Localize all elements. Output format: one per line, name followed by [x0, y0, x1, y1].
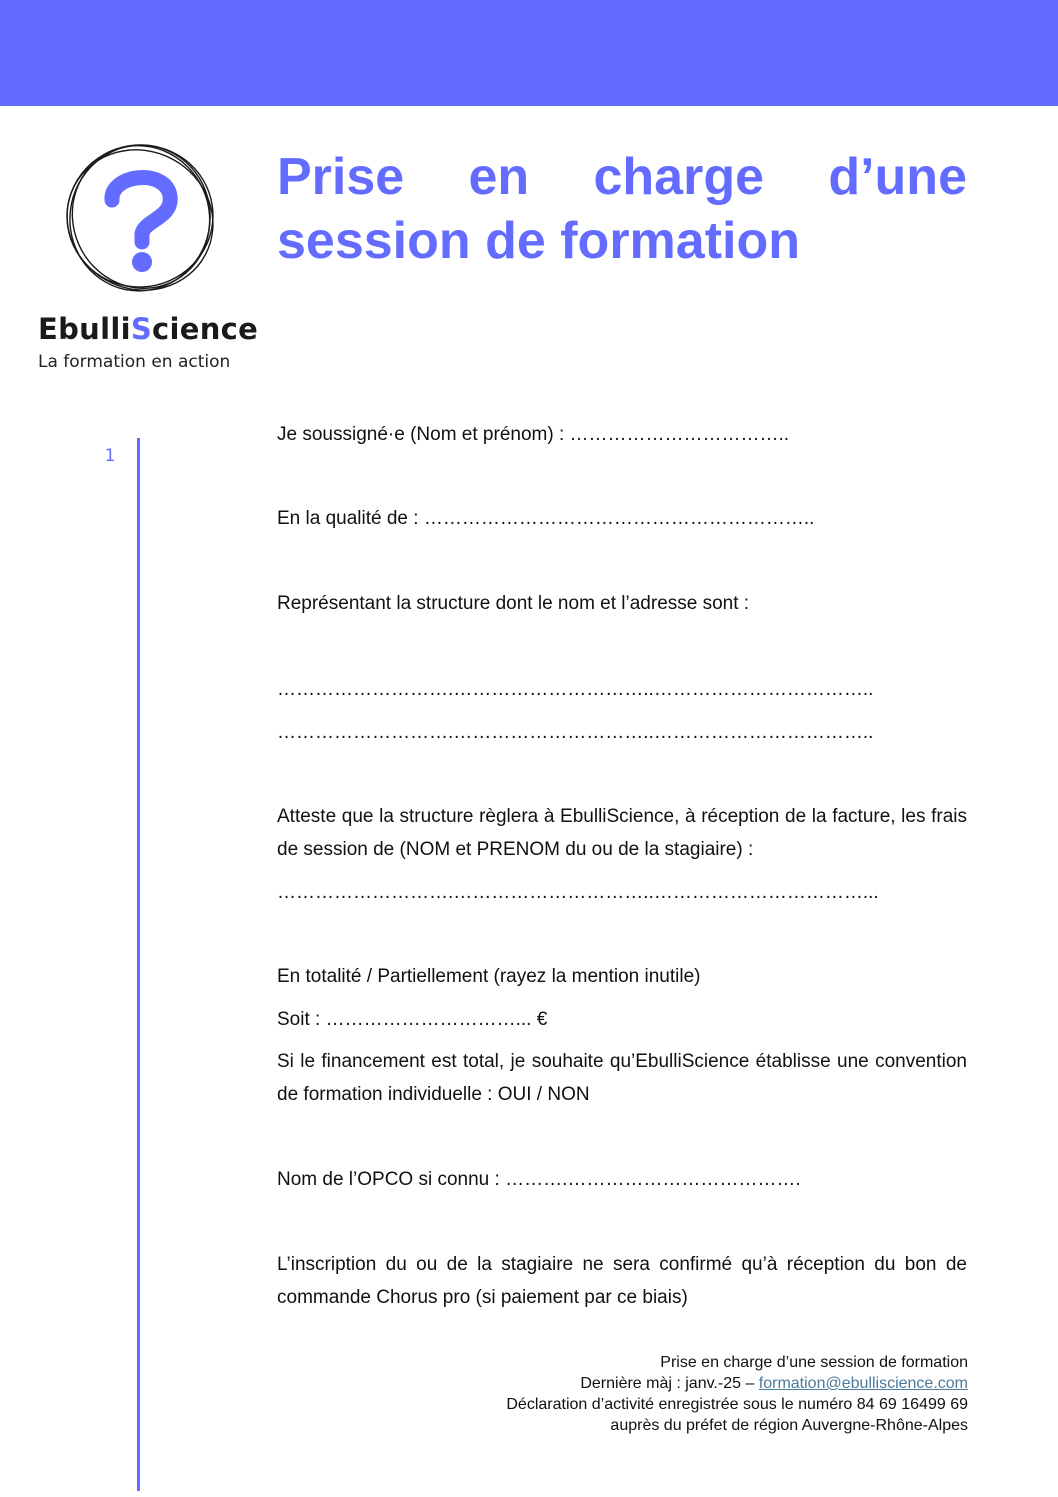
brand-name: EbulliScience: [38, 312, 259, 346]
footer-prefecture: auprès du préfet de région Auvergne-Rhône-Alpes: [610, 1417, 968, 1434]
quality-field-line[interactable]: En la qualité de : ……………………………………………………..: [277, 508, 815, 529]
title-line-2: session de formation: [277, 212, 800, 270]
footer-declaration: Déclaration d’activité enregistrée sous le numéro 84 69 16499 69: [506, 1396, 968, 1413]
opco-field-line[interactable]: Nom de l’OPCO si connu : ……….……………………………….: [277, 1169, 801, 1190]
structure-dots-line-2[interactable]: ……………………….…………………………..……………………………..: [277, 722, 874, 743]
title-line-1: Prise en charge d’une: [277, 148, 967, 206]
name-field-line[interactable]: Je soussigné·e (Nom et prénom) : ……………………………..: [277, 424, 790, 445]
convention-paragraph: Si le financement est total, je souhaite qu’EbulliScience établisse une convention de formation individuelle : OUI / NON: [277, 1051, 967, 1105]
footer-doc-title: Prise en charge d’une session de formation: [660, 1354, 968, 1371]
page-title: [277, 145, 967, 273]
footer-email-link[interactable]: formation@ebulliscience.com: [758, 1375, 968, 1392]
attestation-paragraph: Atteste que la structure règlera à EbulliScience, à réception de la facture, les frais de session de (NOM et PRENOM du ou de la stagiaire) :: [277, 806, 967, 860]
totality-choice: En totalité / Partiellement (rayez la mention inutile): [277, 966, 701, 987]
header-band: [0, 0, 1058, 106]
page-number: 1: [104, 446, 116, 466]
logo: [36, 138, 259, 378]
amount-field-line[interactable]: Soit : …………………………... €: [277, 1009, 548, 1030]
structure-dots-line-1[interactable]: ……………………….…………………………..……………………………..: [277, 679, 874, 700]
structure-label: Représentant la structure dont le nom et l’adresse sont :: [277, 593, 750, 614]
footer-update-line: Dernière màj : janv.-25 – formation@ebulliscience.com: [580, 1375, 968, 1392]
vertical-divider: [137, 438, 140, 1491]
inscription-paragraph: L’inscription du ou de la stagiaire ne sera confirmé qu’à réception du bon de commande Chorus pro (si paiement par ce biais): [277, 1254, 967, 1308]
question-mark-circle-icon: [60, 138, 220, 298]
footer: [506, 1352, 968, 1436]
trainee-dots-line[interactable]: ……………………….…………………………..……………………………...: [277, 882, 879, 903]
brand-tagline: La formation en action: [38, 352, 231, 372]
